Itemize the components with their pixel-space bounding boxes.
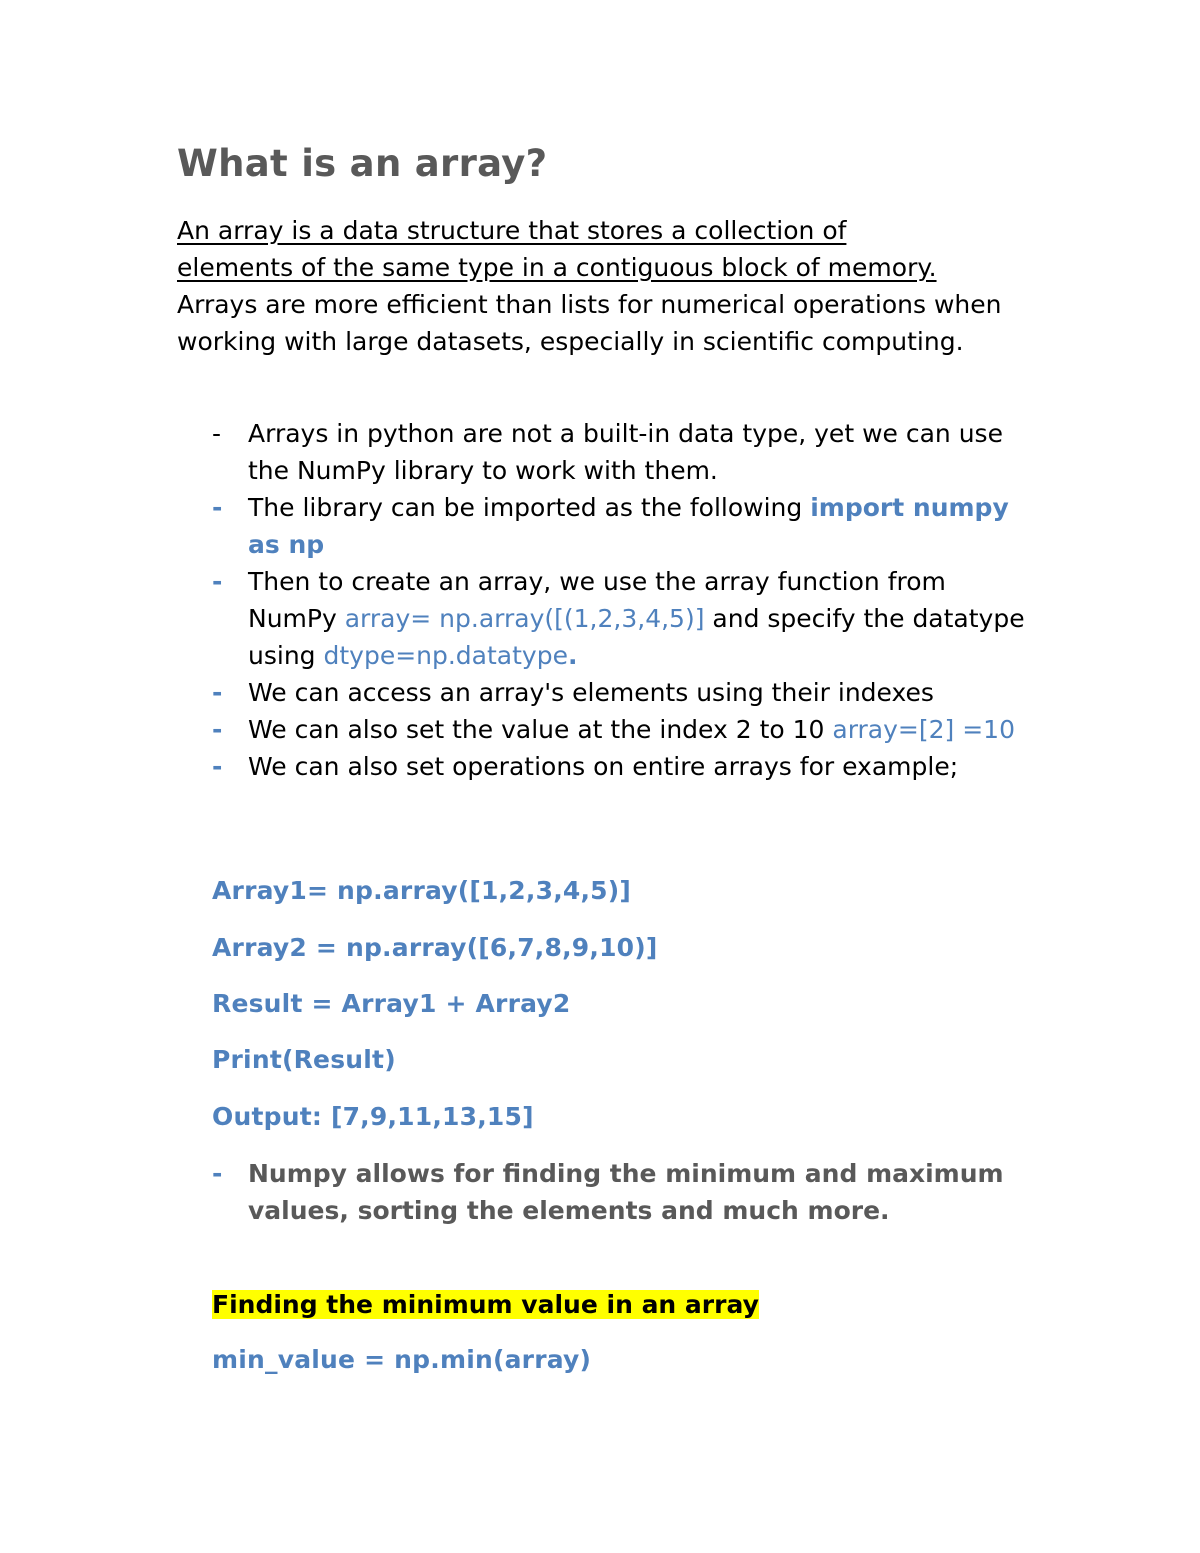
min-value-heading — [212, 1286, 759, 1323]
code-snippet: dtype=np.datatype — [323, 641, 568, 670]
bullet-dash: - — [212, 1159, 223, 1188]
bullet-text: We can access an array's elements using their indexes — [248, 678, 934, 707]
intro-paragraph — [177, 212, 1057, 360]
bullet-text: Arrays in python are not a built-in data type, yet we can use the NumPy library to work with them. — [248, 419, 1003, 485]
bullet-text: We can also set operations on entire arrays for example; — [248, 752, 959, 781]
code-line-result: Result = Array1 + Array2 — [212, 989, 571, 1018]
code-line-array2: Array2 = np.array([6,7,8,9,10)] — [212, 933, 658, 962]
numpy-bullet-list — [212, 1155, 1042, 1229]
code-line-min-value: min_value = np.min(array) — [212, 1345, 592, 1374]
list-item — [212, 711, 1042, 748]
bullet-dash: - — [212, 567, 223, 596]
bullet-text: We can also set the value at the index 2 to 10 — [248, 715, 833, 744]
intro-rest: Arrays are more efficient than lists for numerical operations when working with large datasets, especially in scientific computing. — [177, 290, 1002, 356]
list-item — [212, 674, 1042, 711]
code-line-print: Print(Result) — [212, 1045, 396, 1074]
list-item — [212, 748, 1042, 785]
list-item — [212, 563, 1042, 674]
list-item — [212, 1155, 1042, 1229]
bullet-text: Numpy allows for finding the minimum and maximum values, sorting the elements and much more. — [248, 1159, 1004, 1225]
bullet-text: Then to create an array, we use the array function from NumPy — [248, 567, 946, 633]
bullet-text: The library can be imported as the following — [248, 493, 811, 522]
bullet-period: . — [567, 641, 578, 670]
bullet-dash: - — [212, 493, 223, 522]
bullet-dash: - — [212, 752, 223, 781]
page-title: What is an array? — [177, 142, 548, 185]
list-item — [212, 415, 1042, 489]
code-snippet: array=[2] =10 — [832, 715, 1015, 744]
bullet-dash: - — [212, 678, 223, 707]
bullet-text: and specify the datatype using — [248, 604, 1025, 670]
code-snippet: array= np.array([(1,2,3,4,5)] — [344, 604, 705, 633]
intro-underlined-line-2: elements of the same type in a contiguous block of memory. — [177, 253, 937, 282]
intro-underlined-line-1: An array is a data structure that stores a collection of — [177, 216, 847, 245]
code-snippet: import numpy as np — [248, 493, 1009, 559]
highlighted-text: Finding the minimum value in an array — [212, 1290, 759, 1319]
bullet-dash: - — [212, 715, 223, 744]
code-line-output: Output: [7,9,11,13,15] — [212, 1102, 534, 1131]
bullet-dash: - — [212, 419, 222, 448]
code-line-array1: Array1= np.array([1,2,3,4,5)] — [212, 876, 632, 905]
list-item — [212, 489, 1042, 563]
bullet-list — [212, 415, 1042, 785]
